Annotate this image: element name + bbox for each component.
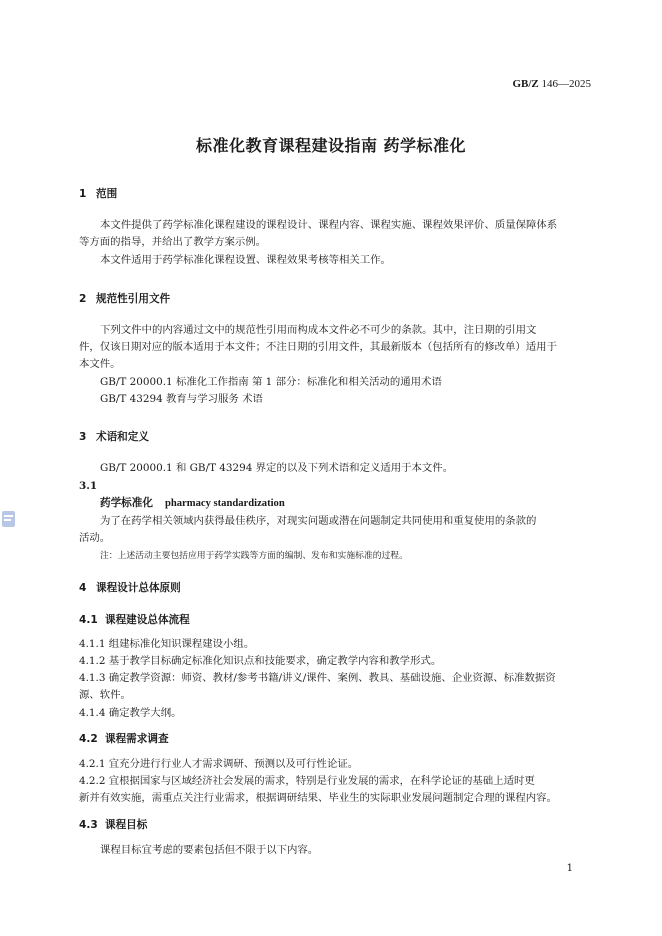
note-text: 注：上述活动主要包括应用于药学实践等方面的编制、发布和实施标准的过程。: [100, 551, 408, 561]
section-number: 4: [79, 582, 87, 594]
section-4-heading: [79, 580, 181, 595]
section-number: 3: [79, 431, 87, 443]
subsection-4-1-heading: [79, 612, 190, 627]
clause-line: 4.1.1 组建标准化知识课程建设小组。: [79, 638, 255, 650]
section-number: 2: [79, 293, 87, 305]
clause-line: 4.1.4 确定教学大纲。: [79, 707, 182, 719]
section-number: 1: [79, 188, 87, 200]
section-1-heading: [79, 186, 117, 201]
paragraph-line: 本文件提供了药学标准化课程建设的课程设计、课程内容、课程实施、课程效果评价、质量保障体系: [100, 219, 558, 231]
reference-item: GB/T 43294 教育与学习服务 术语: [100, 393, 263, 405]
section-title: 课程设计总体原则: [96, 582, 181, 594]
section-number: 4.3: [79, 819, 98, 831]
section-title: 课程建设总体流程: [105, 614, 190, 626]
paragraph-line: 下列文件中的内容通过文中的规范性引用而构成本文件必不可少的条款。其中，注日期的引用文: [100, 324, 537, 336]
clause-line: 4.1.3 确定教学资源：师资、教材/参考书籍/讲义/课件、案例、教具、基础设施、企业资源、标准数据资: [79, 672, 556, 684]
section-title: 课程目标: [105, 819, 148, 831]
term-chinese: 药学标准化: [100, 497, 153, 509]
term-entry: [100, 495, 285, 510]
clause-line: 4.1.2 基于教学目标确定标准化知识点和技能要求，确定教学内容和教学形式。: [79, 655, 442, 667]
clause-line: 4.2.2 宜根据国家与区域经济社会发展的需求，特别是行业发展的需求，在科学论证的基础上适时更: [79, 775, 535, 787]
side-stamp-icon: [2, 511, 15, 527]
section-number: 4.1: [79, 614, 98, 626]
clause-line: 新并有效实施，需重点关注行业需求，根据调研结果、毕业生的实际职业发展问题制定合理的课程内容。: [79, 792, 557, 804]
section-title: 范围: [96, 188, 118, 200]
clause-line: 源、软件。: [79, 689, 131, 701]
section-number: 4.2: [79, 733, 98, 745]
paragraph-line: 课程目标宜考虑的要素包括但不限于以下内容。: [100, 844, 319, 856]
clause-line: 4.2.1 宜充分进行行业人才需求调研、预测以及可行性论证。: [79, 758, 359, 770]
section-2-heading: [79, 291, 170, 306]
paragraph-line: 本文件适用于药学标准化课程设置、课程效果考核等相关工作。: [100, 254, 391, 266]
section-title: 术语和定义: [96, 431, 149, 443]
section-title: 课程需求调查: [105, 733, 169, 745]
paragraph-line: 件，仅该日期对应的版本适用于本文件；不注日期的引用文件，其最新版本（包括所有的修改单）适用于: [79, 341, 557, 353]
paragraph-line: GB/T 20000.1 和 GB/T 43294 界定的以及下列术语和定义适用于本文件。: [100, 462, 454, 474]
standard-number: 146—2025: [541, 78, 591, 90]
standard-prefix: GB/Z: [512, 78, 539, 90]
paragraph-line: 等方面的指导，并给出了教学方案示例。: [79, 236, 267, 248]
subsection-4-3-heading: [79, 817, 147, 832]
subsection-4-2-heading: [79, 731, 169, 746]
term-english: pharmacy standardization: [164, 498, 285, 509]
reference-item: GB/T 20000.1 标准化工作指南 第 1 部分：标准化和相关活动的通用术语: [100, 376, 442, 388]
section-3-heading: [79, 429, 149, 444]
paragraph-line: 本文件。: [79, 358, 121, 370]
paragraph-line: 为了在药学相关领域内获得最佳秩序，对现实问题或潜在问题制定共同使用和重复使用的条款的: [100, 515, 537, 527]
standard-code: [512, 78, 591, 90]
section-title: 规范性引用文件: [96, 293, 171, 305]
paragraph-line: 活动。: [79, 532, 111, 544]
document-title: 标准化教育课程建设指南 药学标准化: [195, 136, 467, 155]
term-number: 3.1: [79, 480, 98, 492]
page-number: 1: [566, 863, 573, 874]
